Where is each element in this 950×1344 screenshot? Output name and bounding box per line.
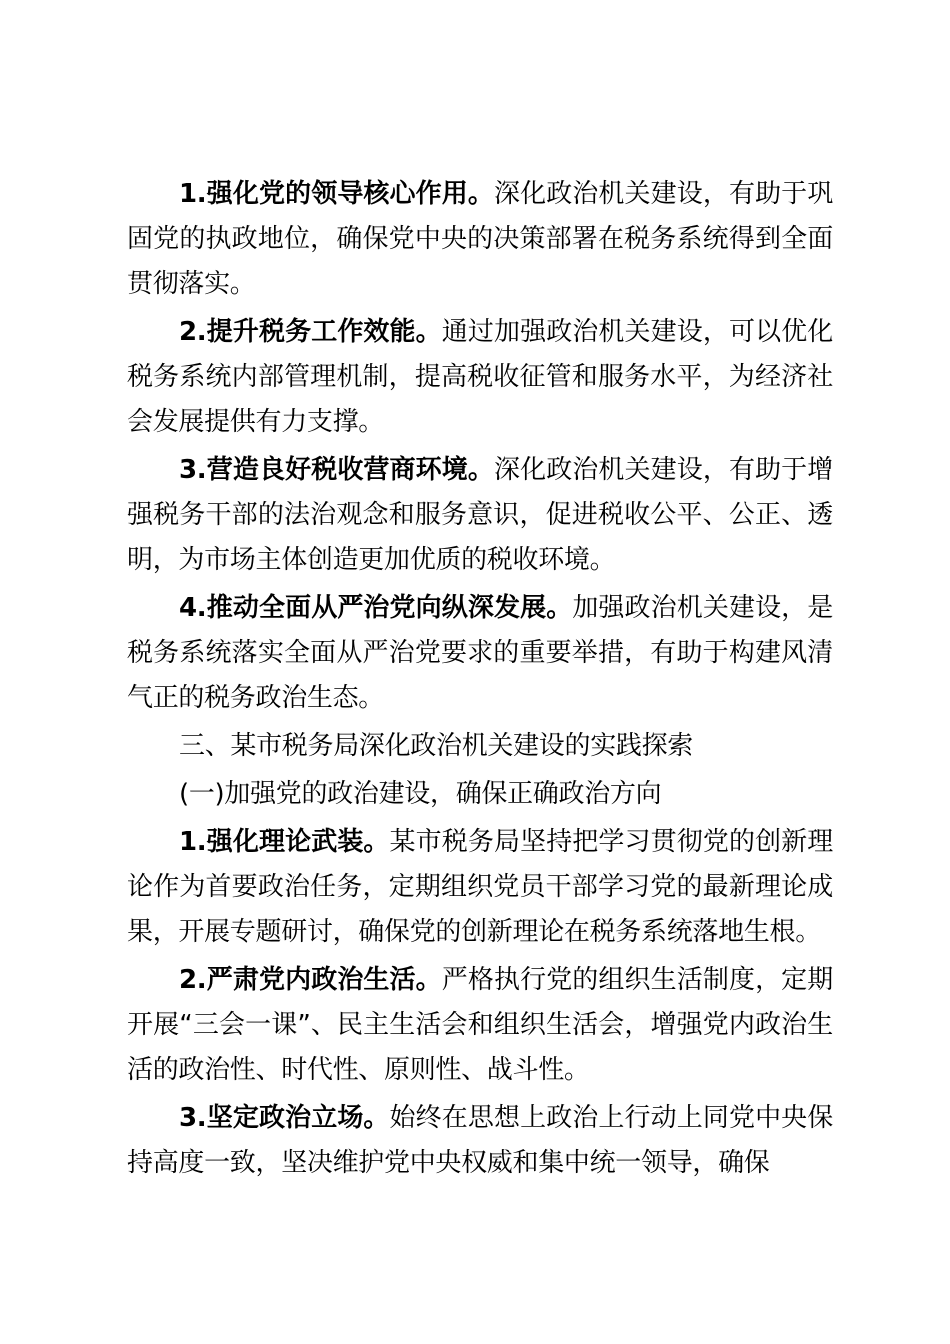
paragraph-body: 深化政治机关建设，有助于增强税务干部的法治观念和服务意识，促进税收公平、公正、透明，为市场主体创造更加优质的税收环境。 [127,455,833,575]
paragraph-4 [127,586,833,721]
paragraph-lead: 1.强化理论武装。 [179,827,390,857]
subsection-paragraph-2 [127,958,833,1093]
document-page [127,172,833,1189]
paragraph-body: 加强政治机关建设，是税务系统落实全面从严治党要求的重要举措，有助于构建风清气正的税务政治生态。 [127,593,833,713]
paragraph-body: 某市税务局坚持把学习贯彻党的创新理论作为首要政治任务，定期组织党员干部学习党的最新理论成果，开展专题研讨，确保党的创新理论在税务系统落地生根。 [127,827,833,947]
subsection-heading: (一)加强党的政治建设，确保正确政治方向 [179,779,662,809]
paragraph-lead: 3.营造良好税收营商环境。 [179,455,494,485]
paragraph-body: 通过加强政治机关建设，可以优化税务系统内部管理机制，提高税收征管和服务水平，为经济社会发展提供有力支撑。 [127,317,833,437]
paragraph-3 [127,448,833,583]
paragraph-body: 始终在思想上政治上行动上同党中央保持高度一致，坚决维护党中央权威和集中统一领导，确保 [127,1103,833,1178]
paragraph-lead: 3.坚定政治立场。 [179,1103,390,1133]
paragraph-2 [127,310,833,445]
paragraph-lead: 4.推动全面从严治党向纵深发展。 [179,593,573,623]
section-heading: 三、某市税务局深化政治机关建设的实践探索 [179,731,694,761]
subsection-paragraph-1 [127,820,833,955]
paragraph-body: 深化政治机关建设，有助于巩固党的执政地位，确保党中央的决策部署在税务系统得到全面贯彻落实。 [127,179,833,299]
subsection-paragraph-3 [127,1096,833,1186]
paragraph-1 [127,172,833,307]
paragraph-body: 严格执行党的组织生活制度，定期开展“三会一课”、民主生活会和组织生活会，增强党内政治生活的政治性、时代性、原则性、战斗性。 [127,965,833,1085]
paragraph-lead: 2.严肃党内政治生活。 [179,965,442,995]
paragraph-lead: 2.提升税务工作效能。 [179,317,442,347]
paragraph-lead: 1.强化党的领导核心作用。 [179,179,494,209]
